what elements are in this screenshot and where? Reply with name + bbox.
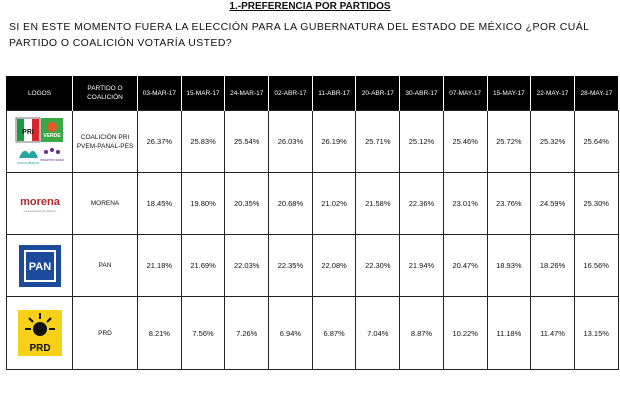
- table-row: [7, 297, 619, 370]
- value-cell: 7.04%: [356, 297, 400, 370]
- prd-logo-text: PRD: [28, 343, 51, 354]
- value-cell: 25.64%: [574, 111, 618, 173]
- pan-logo-text: PAN: [28, 260, 51, 273]
- logo-cell: [7, 111, 73, 173]
- header-date: 03-MAR-17: [138, 76, 182, 111]
- pes-logo-text: encuentro social: [39, 157, 64, 162]
- table-row: [7, 111, 619, 173]
- value-cell: 18.45%: [138, 173, 182, 235]
- panal-logo-text: nueva alianza: [16, 160, 39, 165]
- header-date: 07-MAY-17: [443, 76, 487, 111]
- value-cell: 21.02%: [312, 173, 356, 235]
- value-cell: 21.58%: [356, 173, 400, 235]
- value-cell: 11.18%: [487, 297, 531, 370]
- value-cell: 25.32%: [531, 111, 575, 173]
- morena-subtitle: La esperanza de México: [23, 208, 56, 213]
- value-cell: 20.35%: [225, 173, 269, 235]
- value-cell: 13.15%: [574, 297, 618, 370]
- header-date: 15-MAY-17: [487, 76, 531, 111]
- value-cell: 8.87%: [400, 297, 444, 370]
- coalition-logos-icon: [15, 116, 65, 168]
- page-title: 1.-PREFERENCIA POR PARTIDOS: [229, 1, 391, 12]
- survey-question: SI EN ESTE MOMENTO FUERA LA ELECCIÓN PARA LA GUBERNATURA DEL ESTADO DE MÉXICO ¿POR CUÁL PARTIDO O COALICIÓN VOTARÍA USTED?: [9, 21, 589, 49]
- table-row: [7, 173, 619, 235]
- value-cell: 23.01%: [443, 173, 487, 235]
- value-cell: 25.54%: [225, 111, 269, 173]
- party-name: PRD: [73, 297, 138, 370]
- value-cell: 11.47%: [531, 297, 575, 370]
- value-cell: 8.21%: [138, 297, 182, 370]
- value-cell: 21.94%: [400, 235, 444, 297]
- value-cell: 22.03%: [225, 235, 269, 297]
- value-cell: 6.94%: [269, 297, 313, 370]
- value-cell: 25.46%: [443, 111, 487, 173]
- value-cell: 20.47%: [443, 235, 487, 297]
- table-header-row: [7, 76, 619, 111]
- header-date: 30-ABR-17: [400, 76, 444, 111]
- morena-logo-icon: [10, 192, 70, 216]
- party-name: COALICIÓN PRI PVEM-PANAL-PES: [73, 111, 138, 173]
- header-date: 20-ABR-17: [356, 76, 400, 111]
- value-cell: 10.22%: [443, 297, 487, 370]
- party-name: MORENA: [73, 173, 138, 235]
- value-cell: 25.12%: [400, 111, 444, 173]
- header-date: 22-MAY-17: [531, 76, 575, 111]
- value-cell: 26.19%: [312, 111, 356, 173]
- value-cell: 25.30%: [574, 173, 618, 235]
- header-date: 02-ABR-17: [269, 76, 313, 111]
- prd-logo-icon: [17, 309, 63, 357]
- value-cell: 18.93%: [487, 235, 531, 297]
- value-cell: 21.69%: [181, 235, 225, 297]
- value-cell: 7.56%: [181, 297, 225, 370]
- header-party: PARTIDO O COALICIÓN: [73, 76, 138, 111]
- value-cell: 21.18%: [138, 235, 182, 297]
- value-cell: 24.59%: [531, 173, 575, 235]
- value-cell: 22.08%: [312, 235, 356, 297]
- value-cell: 18.26%: [531, 235, 575, 297]
- value-cell: 26.37%: [138, 111, 182, 173]
- verde-logo-text: VERDE: [42, 132, 61, 139]
- header-date: 24-MAR-17: [225, 76, 269, 111]
- pri-logo-text: PRI: [21, 128, 34, 136]
- header-date: 28-MAY-17: [574, 76, 618, 111]
- value-cell: 6.87%: [312, 297, 356, 370]
- value-cell: 22.30%: [356, 235, 400, 297]
- logo-cell: [7, 297, 73, 370]
- value-cell: 7.26%: [225, 297, 269, 370]
- value-cell: 26.03%: [269, 111, 313, 173]
- logo-cell: [7, 235, 73, 297]
- header-logos: LOGOS: [7, 76, 73, 111]
- preference-table: [6, 76, 619, 370]
- header-date: 11-ABR-17: [312, 76, 356, 111]
- value-cell: 25.71%: [356, 111, 400, 173]
- header-date: 15-MAR-17: [181, 76, 225, 111]
- party-name: PAN: [73, 235, 138, 297]
- value-cell: 19.80%: [181, 173, 225, 235]
- value-cell: 22.36%: [400, 173, 444, 235]
- logo-cell: [7, 173, 73, 235]
- pan-logo-icon: [18, 244, 62, 288]
- value-cell: 25.72%: [487, 111, 531, 173]
- table-row: [7, 235, 619, 297]
- morena-logo-text: morena: [19, 195, 60, 208]
- value-cell: 25.83%: [181, 111, 225, 173]
- value-cell: 23.76%: [487, 173, 531, 235]
- value-cell: 22.35%: [269, 235, 313, 297]
- value-cell: 20.68%: [269, 173, 313, 235]
- value-cell: 16.56%: [574, 235, 618, 297]
